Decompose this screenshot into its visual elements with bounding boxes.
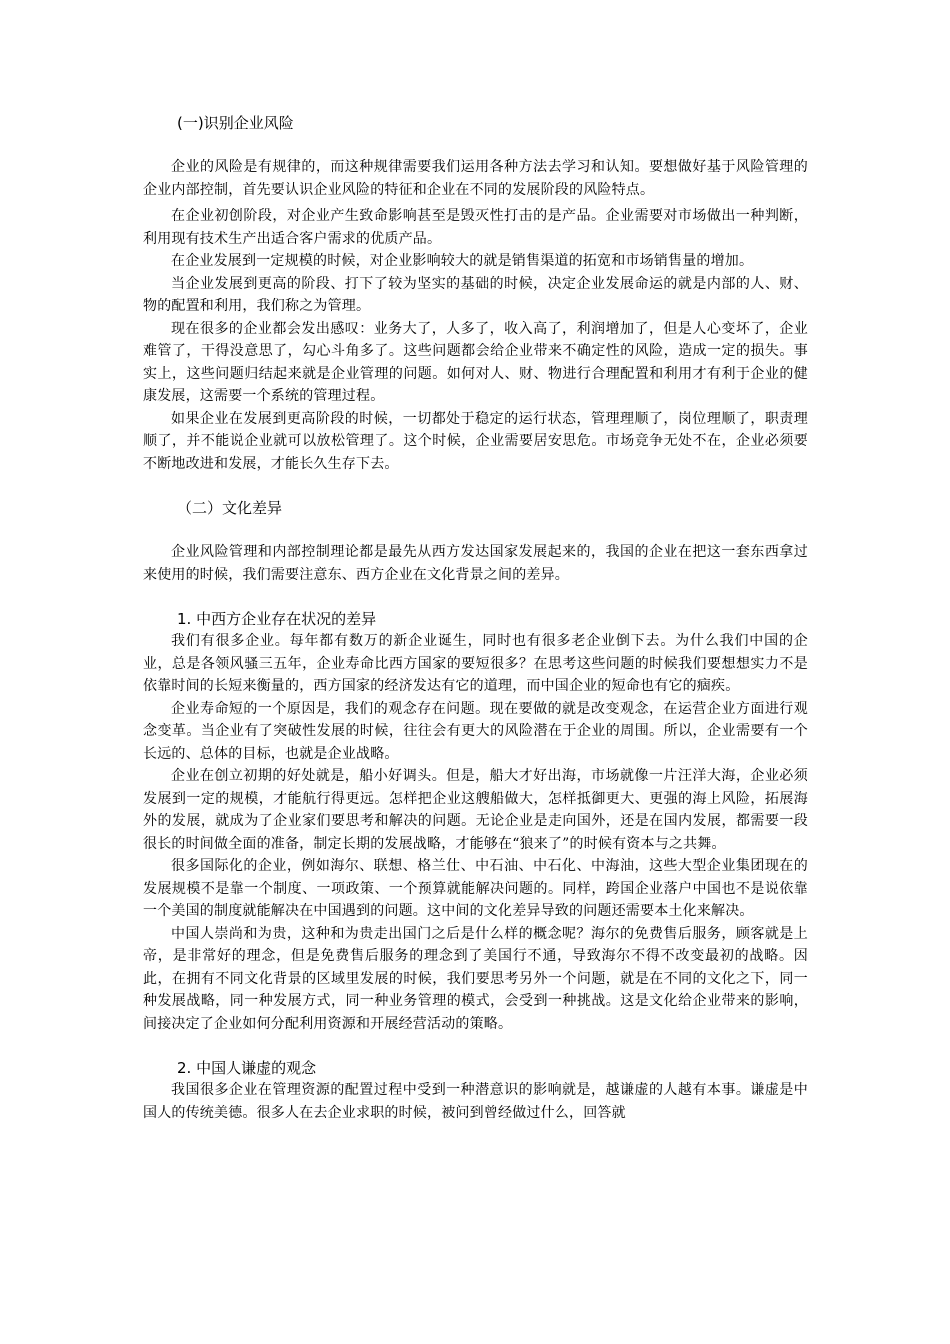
subsection-heading-modesty: 2. 中国人谦虚的观念 [177,1059,317,1077]
spacer [143,1035,808,1057]
subsection-heading-survival-difference: 1. 中西方企业存在状况的差异 [177,610,377,628]
paragraph: 我国很多企业在管理资源的配置过程中受到一种潜意识的影响就是，越谦虚的人越有本事。谦虚是中国人的传统美德。很多人在去企业求职的时候，被问到曾经做过什么，回答就 [143,1082,808,1121]
paragraph: 企业的风险是有规律的，而这种规律需要我们运用各种方法去学习和认知。要想做好基于风险管理的企业内部控制，首先要认识企业风险的特征和企业在不同的发展阶段的风险特点。 [143,159,808,198]
paragraph: 如果企业在发展到更高阶段的时候，一切都处于稳定的运行状态，管理理顺了，岗位理顺了，职责理顺了，并不能说企业就可以放松管理了。这个时候，企业需要居安思危。市场竞争无处不在，企业必须要不断地改进和发展，才能长久生存下去。 [143,410,808,472]
paragraph: 现在很多的企业都会发出感叹：业务大了，人多了，收入高了，利润增加了，但是人心变坏了，企业难管了，干得没意思了，勾心斗角多了。这些问题都会给企业带来不确定性的风险，造成一定的损失。事实上，这些问题归结起来就是企业管理的问题。如何对人、财、物进行合理配置和利用才有利于企业的健康发展，这需要一个系统的管理过程。 [143,320,808,404]
paragraph: 在企业初创阶段，对企业产生致命影响甚至是毁灭性打击的是产品。企业需要对市场做出一种判断，利用现有技术生产出适合客户需求的优质产品。 [143,208,808,247]
paragraph: 中国人崇尚和为贵，这种和为贵走出国门之后是什么样的概念呢？海尔的免费售后服务，顾客就是上帝，是非常好的理念，但是免费售后服务的理念到了美国行不通，导致海尔不得不改变最初的战略。因此，在拥有不同文化背景的区域里发展的时候，我们要思考另外一个问题，就是在不同的文化之下，同一种发展战略，同一种发展方式，同一种业务管理的模式，会受到一种挑战。这是文化给企业带来的影响，间接决定了企业如何分配利用资源和开展经营活动的策略。 [143,925,808,1032]
spacer [143,134,808,156]
spacer [143,475,808,497]
paragraph: 企业在创立初期的好处就是，船小好调头。但是，船大才好出海，市场就像一片汪洋大海，企业必须发展到一定的规模，才能航行得更远。怎样把企业这艘船做大，怎样抵御更大、更强的海上风险，拓展海外的发展，就成为了企业家们要思考和解决的问题。无论企业是走向国外，还是在国内发展，都需要一段很长的时间做全面的准备，制定长期的发展战略，才能够在“狼来了”的时候有资本与之共舞。 [143,768,808,852]
paragraph: 当企业发展到更高的阶段、打下了较为坚实的基础的时候，决定企业发展命运的就是内部的人、财、物的配置和利用，我们称之为管理。 [143,275,808,314]
paragraph: 企业寿命短的一个原因是，我们的观念存在问题。现在要做的就是改变观念，在运营企业方面进行观念变革。当企业有了突破性发展的时候，往往会有更大的风险潜在于企业的周围。所以，企业需要有一个长远的、总体的目标，也就是企业战略。 [143,700,808,762]
paragraph: 企业风险管理和内部控制理论都是最先从西方发达国家发展起来的，我国的企业在把这一套东西拿过来使用的时候，我们需要注意东、西方企业在文化背景之间的差异。 [143,544,808,583]
spacer [143,519,808,541]
section-heading-cultural-difference: （二）文化差异 [177,499,283,517]
spacer [143,586,808,608]
document-body [143,112,808,1124]
paragraph: 在企业发展到一定规模的时候，对企业影响较大的就是销售渠道的拓宽和市场销售量的增加。 [171,253,754,269]
paragraph: 很多国际化的企业，例如海尔、联想、格兰仕、中石油、中石化、中海油，这些大型企业集团现在的发展规模不是靠一个制度、一项政策、一个预算就能解决问题的。同样，跨国企业落户中国也不是说依靠一个美国的制度就能解决在中国遇到的问题。这中间的文化差异导致的问题还需要本土化来解决。 [143,858,808,919]
paragraph: 我们有很多企业。每年都有数万的新企业诞生，同时也有很多老企业倒下去。为什么我们中国的企业，总是各领风骚三五年，企业寿命比西方国家的要短很多？在思考这些问题的时候我们要想想实力不是依靠时间的长短来衡量的，西方国家的经济发达有它的道理，而中国企业的短命也有它的痼疾。 [143,633,808,694]
section-heading-identify-risk: (一)识别企业风险 [177,114,294,132]
